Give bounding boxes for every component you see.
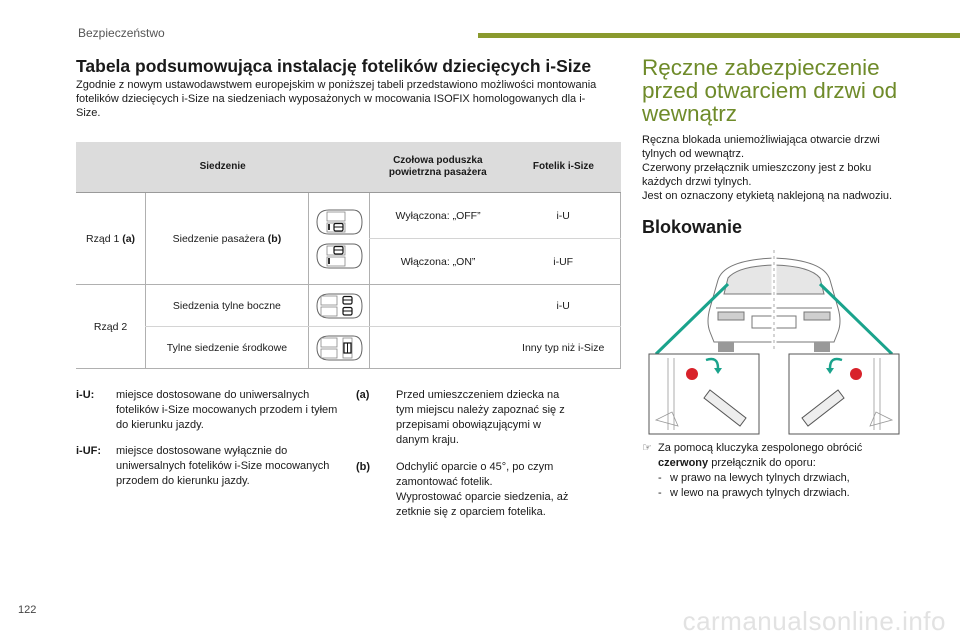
dash-marker: - [658,472,662,484]
header-airbag: Czołowa poduszka powietrzna pasażera [369,142,506,193]
right-column [642,56,902,238]
row1-label-code: (a) [122,232,136,245]
def-iuf [76,444,340,489]
car-seat-top-view-icon [313,333,365,363]
row1-seat-icons [308,193,369,285]
def-iuf-term: i-UF: [76,445,102,457]
row1-on-label: Włączona: „ON” [369,239,506,285]
row2-side-value: i-U [506,285,620,327]
top-rule [478,33,960,38]
red-switch-icon [686,368,698,380]
def-iu-text: miejsce dostosowane do uniwersalnych fotelików i-Size mocowanych przodem i tyłem do kierunku jazdy. [116,389,338,431]
def-b-term: (b) [356,461,371,473]
def-a [356,388,576,448]
right-body-line-1: Ręczna blokada uniemożliwiająca otwarcie drzwi tylnych od wewnątrz. [642,134,880,160]
seat-table [76,142,621,369]
pointer-line [656,284,728,354]
right-body-line-2: Czerwony przełącznik umieszczony jest z boku każdych drzwi tylnych. [642,162,872,188]
main-title: Tabela podsumowująca instalację fotelików dziecięcych i-Size [76,56,592,76]
def-iu-term: i-U: [76,389,95,401]
row1-on-value: i-UF [506,239,620,285]
intro-text: Zgodnie z nowym ustawodawstwem europejskim w poniższej tabeli przedstawiono możliwości montowania fotelików dziecięcych i-Size na siedzeniach wyposażonych w mocowania ISOFIX homologowanych dla i-Size. [76,79,597,119]
row2-side-seat: Siedzenia tylne boczne [146,285,309,327]
car-seat-top-view-icon [313,291,365,321]
row1-seat-text: Siedzenie pasażera [172,232,268,245]
list-item [642,441,912,471]
row1-label [76,193,146,285]
list-item [642,471,912,486]
red-switch-icon [850,368,862,380]
dash-marker: - [658,487,662,499]
blokowanie-title: Blokowanie [642,217,743,237]
bullet-text-post: przełącznik do oporu: [708,457,816,469]
header-isize: Fotelik i-Size [506,142,620,193]
bullet-text [658,441,912,471]
def-b [356,460,576,520]
row2-side-icon-cell [308,285,369,327]
row1-off-label: Wyłączona: „OFF” [369,193,506,239]
row1-seat-code: (b) [267,232,282,245]
left-column [76,56,622,120]
pointer-line [820,284,892,354]
row2-center-seat: Tylne siedzenie środkowe [146,327,309,369]
header-seat: Siedzenie [76,142,369,193]
row1-label-text: Rząd 1 [86,232,123,245]
def-b-line-1: Odchylić oparcie o 45°, po czym zamontować fotelik. [396,461,554,488]
dash-text-2: w lewo na prawych tylnych drzwiach. [670,487,850,499]
car-seat-top-view-icon [313,241,365,271]
section-label: Bezpieczeństwo [78,26,165,40]
page-number: 122 [18,604,37,616]
row1-seat [146,193,309,285]
right-body-line-3: Jest on oznaczony etykietą naklejoną na nadwoziu. [642,190,893,202]
watermark: carmanualsonline.info [682,606,946,636]
dash-text-1: w prawo na lewych tylnych drzwiach, [670,472,850,484]
right-body [642,133,902,203]
car-seat-top-view-icon [313,207,365,237]
bullet-text-pre: Za pomocą kluczyka zespolonego obrócić [658,442,863,454]
row2-center-airbag [369,327,506,369]
list-item [642,486,912,501]
table-header-row [76,142,621,193]
instructions [642,441,912,501]
arrow-bullet-icon: ☞ [642,442,652,454]
right-title: Ręczne zabezpieczenie przed otwarciem drzwi od wewnątrz [642,55,898,126]
def-a-term: (a) [356,389,370,401]
row2-center-icon-cell [308,327,369,369]
child-lock-illustration [648,250,900,435]
row2-side-airbag [369,285,506,327]
row2-center-value: Inny typ niż i-Size [506,327,620,369]
def-b-text [396,460,576,520]
def-a-text: Przed umieszczeniem dziecka na tym miejscu należy zapoznać się z przepisami obowiązującymi w danym kraju. [396,389,565,446]
table-row [76,285,621,327]
table-row [76,193,621,239]
def-iuf-text: miejsce dostosowane wyłącznie do uniwersalnych fotelików i-Size mocowanych przodem do kierunku jazdy. [116,445,330,487]
row2-label: Rząd 2 [76,285,146,369]
row1-off-value: i-U [506,193,620,239]
table-row [76,327,621,369]
bullet-text-bold: czerwony [658,457,709,469]
def-b-line-2: Wyprostować oparcie siedzenia, aż zetknie się z oparciem fotelika. [396,491,569,518]
def-iu [76,388,340,433]
